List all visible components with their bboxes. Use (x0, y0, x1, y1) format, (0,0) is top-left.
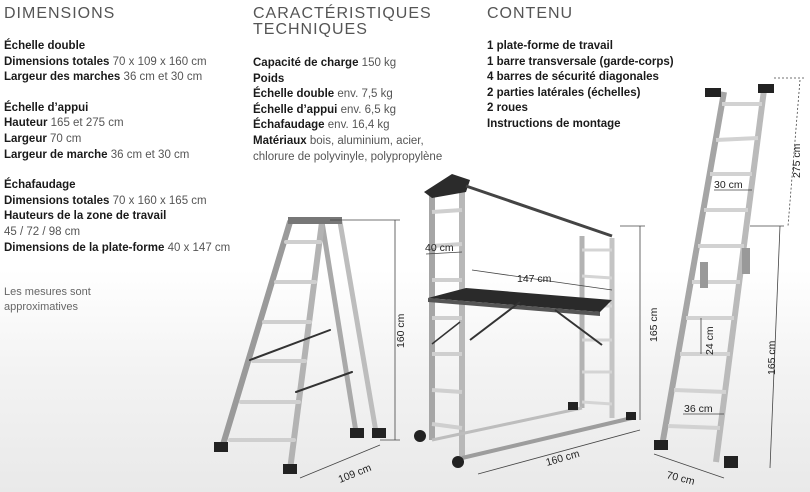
lean-24-label: 24 cm (704, 326, 716, 355)
capacity-row: Capacité de charge 150 kg (253, 57, 397, 69)
lean-165-label: 165 cm (766, 340, 778, 375)
a-frame-height-label: 160 cm (395, 313, 407, 348)
a-frame-depth-label: 109 cm (336, 461, 374, 486)
scaffold-work-value: 45 / 72 / 98 cm (4, 225, 81, 238)
weight-scaffold-row: Échafaudage env. 16,4 kg (253, 119, 390, 132)
contents-item: Instructions de montage (487, 117, 621, 130)
contents-item: 2 parties latérales (échelles) (487, 86, 641, 99)
leaning-ladder (654, 84, 774, 468)
materials-row-2: chlorure de polyvinyle, polypropylène (253, 150, 443, 163)
contents-heading: CONTENU (487, 5, 574, 22)
contents-item: 4 barres de sécurité diagonales (487, 71, 659, 84)
lean-36-label: 36 cm (684, 403, 713, 415)
materials-row: Matériaux bois, aluminium, acier, (253, 134, 424, 147)
weight-lean-row: Échelle d’appui env. 6,5 kg (253, 103, 396, 116)
approximate-note-line2: approximatives (4, 301, 78, 314)
lean-ladder-width: Largeur 70 cm (4, 132, 82, 145)
double-ladder-total: Dimensions totales 70 x 109 x 160 cm (4, 55, 207, 68)
lean-30-label: 30 cm (714, 179, 743, 191)
contents-item: 2 roues (487, 102, 528, 115)
dimensions-heading: DIMENSIONS (4, 5, 116, 22)
lean-275-label: 275 cm (791, 143, 803, 178)
lean-ladder-height: Hauteur 165 et 275 cm (4, 117, 124, 130)
contents-item: 1 barre transversale (garde-corps) (487, 55, 674, 68)
scaffold-160-label: 160 cm (544, 447, 581, 469)
scaffold-40-label: 40 cm (425, 242, 454, 254)
weight-double-row: Échelle double env. 7,5 kg (253, 88, 393, 101)
double-ladder-steps: Largeur des marches 36 cm et 30 cm (4, 71, 203, 84)
scaffold-work-label: Hauteurs de la zone de travail (4, 210, 167, 223)
weight-label: Poids (253, 72, 285, 85)
specs-heading-line1: CARACTÉRISTIQUES (253, 5, 432, 22)
scaffold-platform: Dimensions de la plate-forme 40 x 147 cm (4, 241, 231, 254)
scaffold-title: Échafaudage (4, 179, 76, 192)
scaffold-147-label: 147 cm (517, 273, 552, 285)
scaffold (414, 174, 636, 468)
specs-heading-line2: TECHNIQUES (253, 21, 368, 38)
approximate-note-line1: Les mesures sont (4, 286, 91, 299)
a-frame-ladder (214, 217, 386, 474)
contents-item: 1 plate-forme de travail (487, 40, 613, 52)
lean-70-label: 70 cm (665, 469, 696, 488)
lean-ladder-title: Échelle d’appui (4, 101, 89, 114)
lean-ladder-step: Largeur de marche 36 cm et 30 cm (4, 148, 190, 161)
scaffold-165-label: 165 cm (648, 307, 660, 342)
scaffold-total: Dimensions totales 70 x 160 x 165 cm (4, 194, 207, 207)
double-ladder-title: Échelle double (4, 40, 86, 52)
